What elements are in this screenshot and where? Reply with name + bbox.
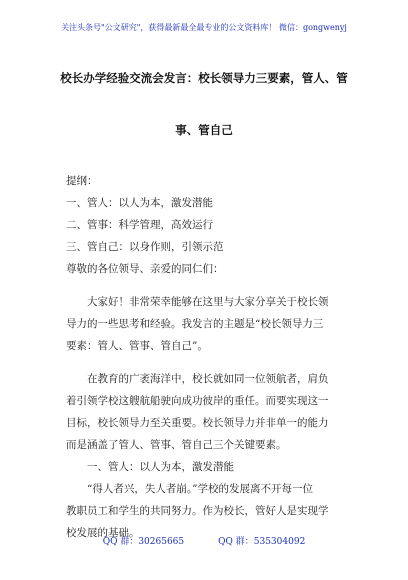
paragraph-3-line: “得人者兴，失人者崩。”学校的发展离不开每一位 xyxy=(87,483,313,495)
footer-qq-group-2: QQ 群：535304092 xyxy=(218,537,306,547)
document-title-line-1: 校长办学经验交流会发言：校长领导力三要素，管人、管 xyxy=(60,71,348,85)
paragraph-3-line: 校发展的基础。 xyxy=(66,527,140,539)
paragraph-2-line: 在教育的广袤海洋中，校长就如同一位领航者，肩负 xyxy=(87,373,329,385)
footer-contact xyxy=(0,534,408,547)
section-1-heading: 一、管人：以人为本，激发潜能 xyxy=(87,461,234,473)
paragraph-1-line: 导力的一些思考和经验。我发言的主题是“校长领导力三 xyxy=(66,318,324,330)
header-note: 关注头条号"公文研究"，获得最新最全最专业的公文资料库！ 微信：gongwenyj xyxy=(61,23,347,32)
paragraph-2-line: 而是涵盖了管人、管事、管自己三个关键要素。 xyxy=(66,439,287,451)
paragraph-2-line: 目标，校长领导力至关重要。校长领导力并非单一的能力 xyxy=(66,417,329,429)
document-body xyxy=(66,170,350,544)
outline-item: 二、管事：科学管理，高效运行 xyxy=(66,219,213,231)
outline-item: 三、管自己：以身作则，引领示范 xyxy=(66,241,224,253)
paragraph-1-line: 要素：管人、管事、管自己”。 xyxy=(66,340,208,352)
paragraph-1-line: 大家好！非常荣幸能够在这里与大家分享关于校长领 xyxy=(87,296,329,308)
paragraph-3-line: 教职员工和学生的共同努力。作为校长，管好人是实现学 xyxy=(66,505,329,517)
document-title-line-2: 事、管自己 xyxy=(175,123,233,137)
paragraph-2-line: 着引领学校这艘航船驶向成功彼岸的重任。而要实现这一 xyxy=(66,395,329,407)
footer-qq-group-1: QQ 群：30265665 xyxy=(102,537,185,547)
salutation: 尊敬的各位领导、亲爱的同仁们： xyxy=(66,263,224,275)
outline-heading: 提纲： xyxy=(66,175,98,187)
outline-item: 一、管人：以人为本，激发潜能 xyxy=(66,197,213,209)
